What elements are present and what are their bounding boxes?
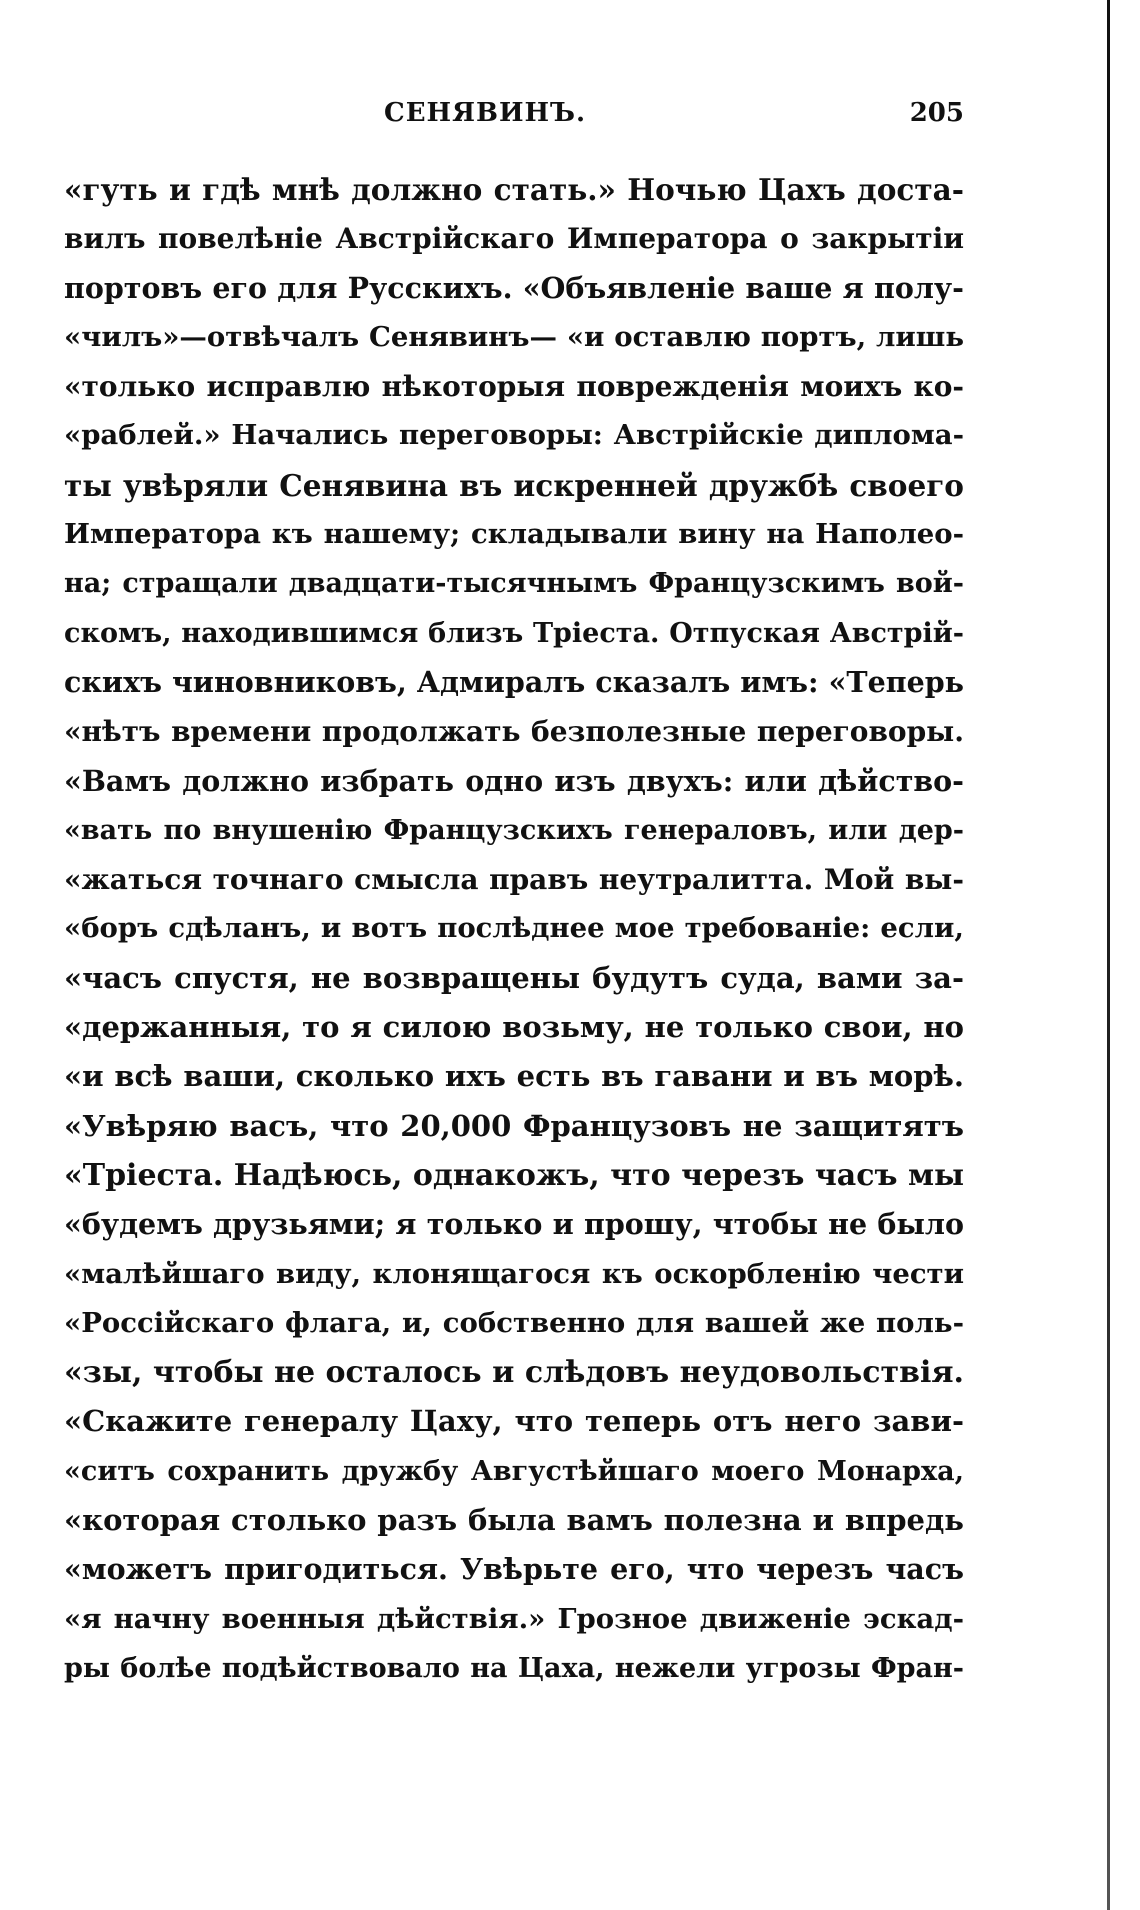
text-line: «чилъ»—отвѣчалъ Сенявинъ— «и оставлю портъ, лишь	[64, 320, 964, 353]
text-line: «гуть и гдѣ мнѣ должно стать.» Ночью Цахъ доста-	[64, 172, 964, 207]
text-line: вилъ повелѣніе Австрійскаго Императора о закрытіи	[64, 222, 964, 256]
text-line: ры болѣе подѣйствовало на Цаха, нежели угрозы Фран-	[64, 1652, 964, 1684]
text-line: «малѣйшаго виду, клонящагося къ оскорбленію чести	[64, 1257, 964, 1290]
text-line: «жаться точнаго смысла правъ неутралитта. Мой вы-	[64, 863, 964, 897]
text-line: «которая столько разъ была вамъ полезна и впредь	[64, 1503, 964, 1538]
text-line: «ситъ сохранить дружбу Августѣйшаго моего Монарха,	[64, 1455, 964, 1487]
text-line: «и всѣ ваши, сколько ихъ есть въ гавани и въ морѣ.	[64, 1059, 964, 1094]
text-line: скомъ, находившимся близъ Тріеста. Отпуская Австрій-	[64, 617, 964, 649]
text-line: «боръ сдѣланъ, и вотъ послѣднее мое требованіе: если,	[64, 912, 964, 945]
page-header	[64, 98, 964, 138]
text-line: «Увѣряю васъ, что 20,000 Французовъ не защитятъ	[64, 1108, 964, 1143]
scan-edge-line	[1107, 0, 1110, 1910]
text-line: «вать по внушенію Французскихъ генераловъ, или дер-	[64, 814, 964, 846]
body-text	[64, 165, 964, 1693]
text-line: «я начну военныя дѣйствія.» Грозное движеніе эскад-	[64, 1602, 964, 1635]
text-line: «зы, чтобы не осталось и слѣдовъ неудовольствія.	[64, 1355, 964, 1391]
text-line: «Скажите генералу Цаху, что теперь отъ него зави-	[64, 1404, 964, 1439]
text-line: «будемъ друзьями; я только и прошу, чтобы не было	[64, 1207, 964, 1242]
text-line: «держанныя, то я силою возьму, не только свои, но	[64, 1010, 964, 1045]
page-number: 205	[909, 98, 964, 128]
text-line: Императора къ нашему; складывали вину на Наполео-	[64, 518, 964, 551]
text-line: «раблей.» Начались переговоры: Австрійскіе диплома-	[64, 419, 964, 452]
text-line: портовъ его для Русскихъ. «Объявленіе ваше я полу-	[64, 270, 964, 305]
text-line: «Вамъ должно избрать одно изъ двухъ: или дѣйство-	[64, 763, 964, 798]
text-line: «нѣтъ времени продолжать безполезные переговоры.	[64, 715, 964, 749]
running-title: СЕНЯВИНЪ.	[384, 98, 587, 128]
text-line: скихъ чиновниковъ, Адмиралъ сказалъ имъ: «Теперь	[64, 664, 964, 699]
text-line: на; стращали двадцати-тысячнымъ Французскимъ вой-	[64, 568, 964, 600]
text-line: «часъ спустя, не возвращены будутъ суда, вами за-	[64, 960, 964, 995]
text-line: «можетъ пригодиться. Увѣрьте его, что черезъ часъ	[64, 1552, 964, 1587]
text-line: «только исправлю нѣкоторыя поврежденія моихъ ко-	[64, 370, 964, 404]
text-line: «Тріеста. Надѣюсь, однакожъ, что черезъ часъ мы	[64, 1157, 964, 1193]
text-line: ты увѣряли Сенявина въ искренней дружбѣ своего	[64, 467, 964, 503]
text-line: «Россійскаго флага, и, собственно для вашей же поль-	[64, 1306, 964, 1339]
